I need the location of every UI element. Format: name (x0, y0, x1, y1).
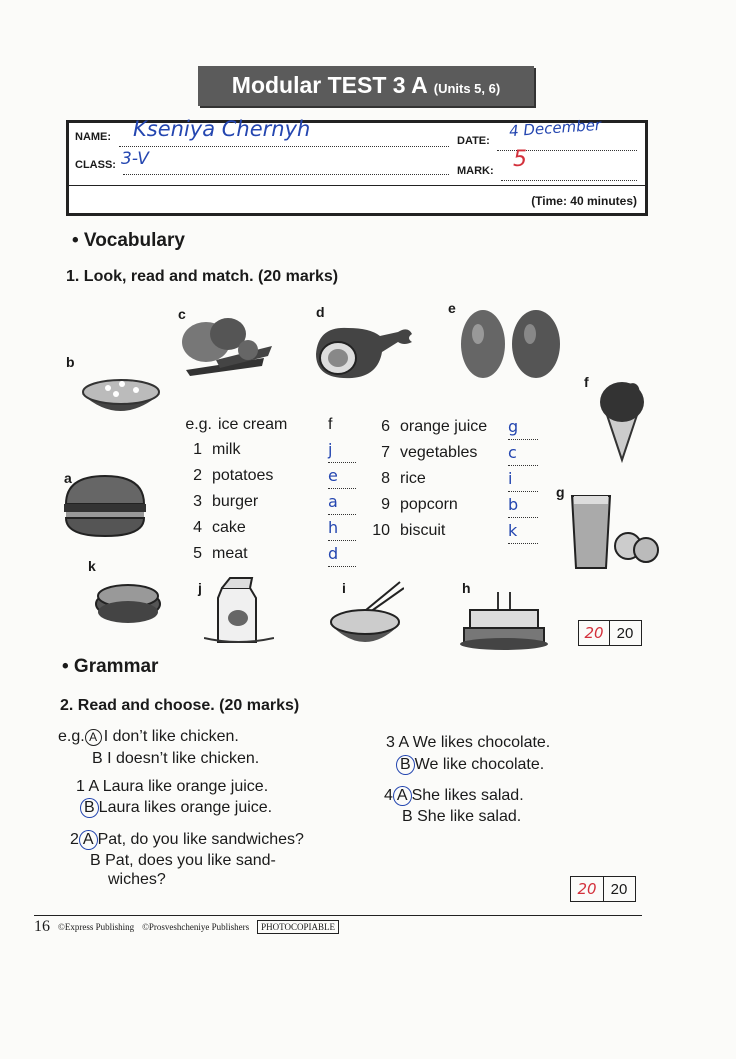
mark-label: MARK: (457, 165, 494, 177)
date-value[interactable]: 4 December (508, 115, 602, 141)
mark-value[interactable]: 5 (513, 147, 527, 172)
example-question: e.g. A I don’t like chicken. B I doesn’t like chicken. (58, 728, 260, 767)
pic-letter-k: k (88, 558, 96, 574)
class-value[interactable]: 3-V (121, 149, 149, 169)
circled-letter: A (85, 729, 102, 746)
pic-letter-i: i (342, 580, 346, 596)
question-2: 2 A Pat, do you like sandwiches? B Pat, does you like sand- wiches? (70, 831, 304, 888)
answer-choice-b[interactable]: B (80, 798, 99, 818)
pic-letter-e: e (448, 300, 456, 316)
ice-cream-picture (594, 378, 648, 464)
vocabulary-task: 1. Look, read and match. (20 marks) (66, 268, 339, 285)
pic-letter-f: f (584, 374, 589, 390)
question-1: 1 A Laura like orange juice. B Laura likes orange juice. (76, 778, 273, 816)
vegetables-picture (176, 310, 276, 382)
burger-picture (62, 474, 148, 540)
potatoes-picture (456, 306, 566, 382)
answer-field[interactable]: a (328, 489, 356, 515)
mark-line (501, 179, 637, 181)
milk-picture (204, 576, 274, 650)
box-divider (69, 185, 645, 186)
answer-choice-a[interactable]: A (393, 786, 412, 806)
pic-letter-d: d (316, 304, 325, 320)
list-item: 5 meat d (176, 541, 356, 567)
answer-field[interactable]: c (508, 440, 538, 466)
vocabulary-max: 20 (616, 624, 634, 642)
answer-field[interactable]: j (328, 437, 356, 463)
question-3: 3 A We likes chocolate. B We like chocolate. (386, 734, 551, 773)
date-label: DATE: (457, 135, 490, 147)
list-item: 7 vegetables c (364, 440, 538, 466)
grammar-max: 20 (610, 880, 628, 898)
vocabulary-heading: • Vocabulary (72, 230, 185, 251)
class-line (123, 173, 449, 175)
list-item: 1 milk j (176, 437, 356, 463)
answer-field[interactable]: e (328, 463, 356, 489)
grammar-score-box (570, 876, 636, 902)
list-item: 8 rice i (364, 466, 538, 492)
answer-field[interactable]: b (508, 492, 538, 518)
list-item: e.g. ice cream f (185, 416, 333, 433)
rice-picture (326, 578, 404, 656)
list-item: 10 biscuit k (364, 518, 538, 544)
list-item: 9 popcorn b (364, 492, 538, 518)
answer-field[interactable]: d (328, 541, 356, 567)
class-label: CLASS: (75, 159, 116, 171)
pic-letter-a: a (64, 470, 72, 486)
vocabulary-score[interactable]: 20 (579, 621, 610, 645)
match-list-right (364, 414, 538, 544)
publisher-1: ©Express Publishing (58, 922, 135, 932)
answer-choice-b[interactable]: B (396, 755, 415, 775)
question-4: 4 A She likes salad. B She like salad. (384, 787, 524, 825)
cake-picture (458, 588, 550, 652)
footer (34, 918, 339, 936)
pic-letter-h: h (462, 580, 471, 596)
name-label: NAME: (75, 131, 112, 143)
photocopiable-stamp: PHOTOCOPIABLE (257, 920, 339, 934)
grammar-task: 2. Read and choose. (20 marks) (60, 697, 300, 714)
test-title: Modular TEST 3 A (Units 5, 6) (198, 66, 534, 106)
answer-field[interactable]: h (328, 515, 356, 541)
popcorn-picture (78, 372, 164, 424)
name-line (119, 145, 449, 147)
list-item: 6 orange juice g (364, 414, 538, 440)
answer-choice-a[interactable]: A (79, 830, 98, 850)
vocabulary-score-box (578, 620, 642, 646)
list-item: 2 potatoes e (176, 463, 356, 489)
student-info-box (66, 115, 648, 216)
publisher-2: ©Prosveshcheniye Publishers (142, 922, 250, 932)
list-item: 4 cake h (176, 515, 356, 541)
page-number: 16 (34, 918, 50, 935)
biscuit-picture (84, 576, 174, 632)
match-list-left (176, 412, 356, 567)
meat-picture (308, 314, 416, 384)
grammar-score[interactable]: 20 (571, 877, 604, 901)
footer-rule (34, 915, 642, 916)
answer-field[interactable]: k (508, 518, 538, 544)
orange-juice-picture (570, 494, 660, 570)
list-item: 3 burger a (176, 489, 356, 515)
name-value[interactable]: Kseniya Chernyh (133, 117, 311, 141)
answer-field[interactable]: g (508, 414, 538, 440)
pic-letter-c: c (178, 306, 186, 322)
time-limit: (Time: 40 minutes) (531, 194, 637, 208)
pic-letter-j: j (198, 580, 202, 596)
answer-field[interactable]: i (508, 466, 538, 492)
pic-letter-b: b (66, 354, 75, 370)
grammar-heading: • Grammar (62, 656, 159, 677)
pic-letter-g: g (556, 484, 565, 500)
